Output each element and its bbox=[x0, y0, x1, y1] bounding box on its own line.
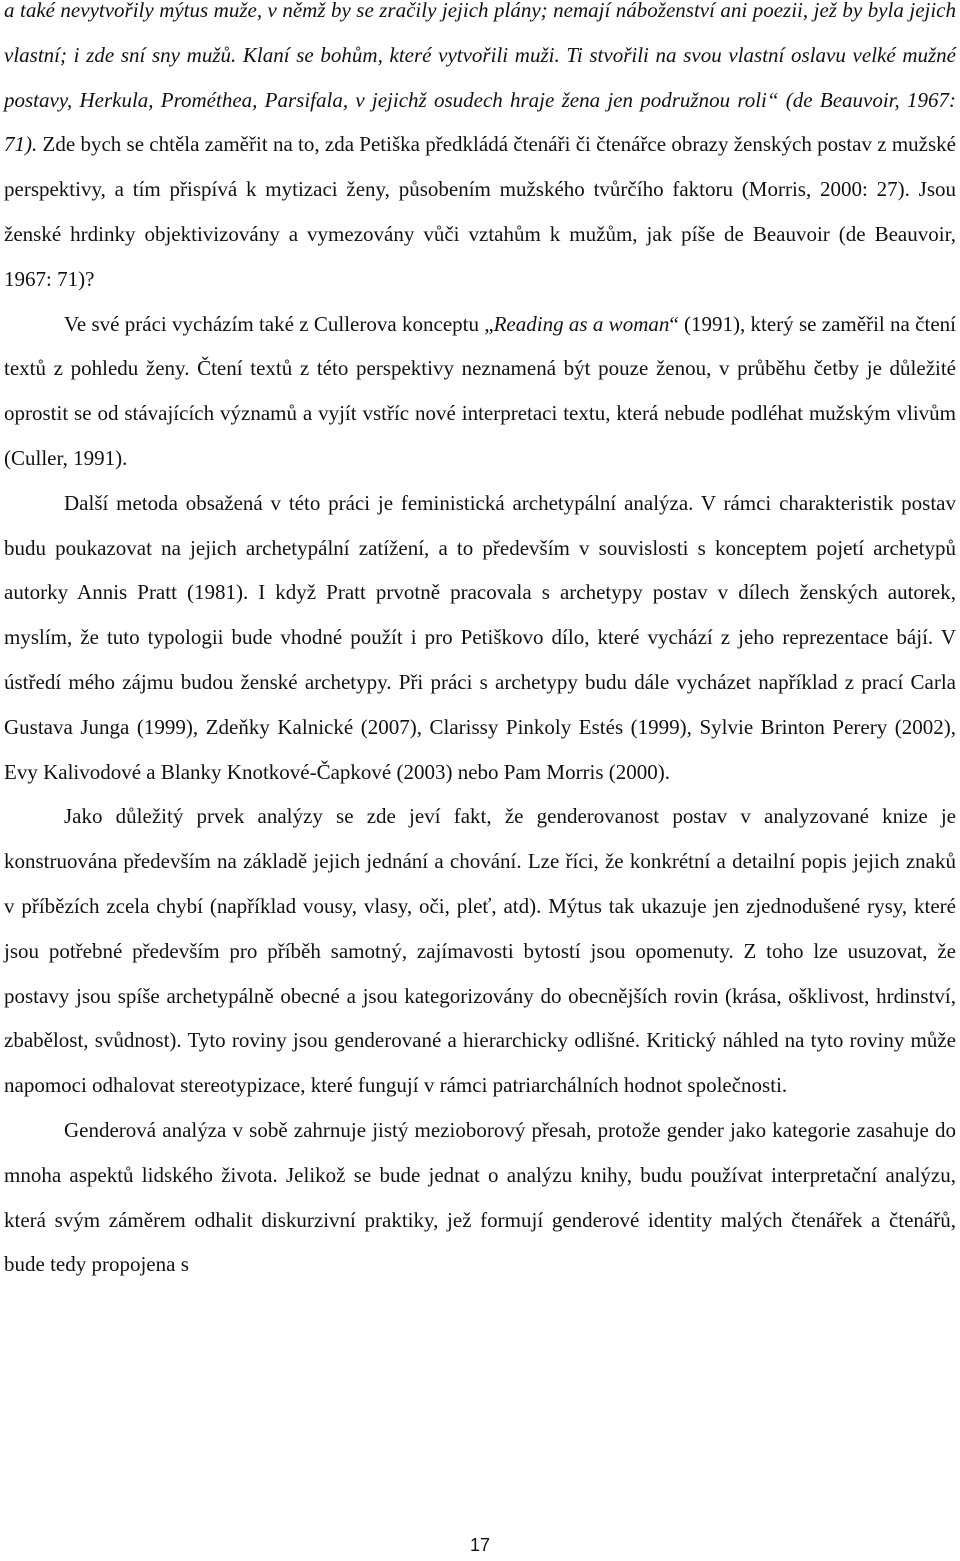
body-text: Další metoda obsažená v této práci je feministická archetypální analýza. V rámci charakteristik postav budu poukazovat na jejich archetypální zatížení, a to především v souvislosti s konceptem pojetí archetypů autorky Annis Pratt (1981). I když Pratt prvotně pracovala s archetypy postav v dílech ženských autorek, myslím, že tuto typologii bude vhodné použít i pro Petiškovo dílo, které vychází z jeho reprezentace bájí. V ústředí mého zájmu budou ženské archetypy. Při práci s archetypy budu dále vycházet například z prací Carla Gustava Junga (1999), Zdeňky Kalnické (2007), Clarissy Pinkoly Estés (1999), Sylvie Brinton Perery (2002), Evy Kalivodové a Blanky Knotkové-Čapkové (2003) nebo Pam Morris (2000). bbox=[4, 490, 956, 784]
body-text: Ve své práci vycházím také z Cullerova konceptu „ bbox=[64, 311, 494, 336]
paragraph-3 bbox=[4, 481, 956, 795]
quotation-text: a také nevytvořily mýtus muže, v němž by se zračily jejich plány; nemají náboženství ani poezii, jež by byla jejich vlastní; i zde sní sny mužů. Klaní se bohům, které vytvořili muži. Ti stvořili na svou vlastní oslavu velké mužné postavy, Herkula, Prométhea, Parsifala, v jejichž osudech hraje žena jen podružnou roli“ (de Beauvoir, 1967: 71). bbox=[4, 0, 956, 157]
body-text: Genderová analýza v sobě zahrnuje jistý mezioborový přesah, protože gender jako kategorie zasahuje do mnoha aspektů lidského života. Jelikož se bude jednat o analýzu knihy, budu používat interpretační analýzu, která svým záměrem odhalit diskurzivní praktiky, jež formují genderové identity malých čtenářek a čtenářů, bude tedy propojena s bbox=[4, 1117, 956, 1277]
body-text: Jako důležitý prvek analýzy se zde jeví fakt, že genderovanost postav v analyzované knize je konstruována především na základě jejich jednání a chování. Lze říci, že konkrétní a detailní popis jejich znaků v příbězích zcela chybí (například vousy, vlasy, oči, pleť, atd). Mýtus tak ukazuje jen zjednodušené rysy, které jsou potřebné především pro příběh samotný, zajímavosti bytostí jsou opomenuty. Z toho lze usuzovat, že postavy jsou spíše archetypálně obecné a jsou kategorizovány do obecnějších rovin (krása, ošklivost, hrdinství, zbabělost, svůdnost). Tyto roviny jsou genderované a hierarchicky odlišné. Kritický náhled na tyto roviny může napomoci odhalovat stereotypizace, které fungují v rámci patriarchálních hodnot společnosti. bbox=[4, 804, 956, 1098]
book-title: Reading as a woman bbox=[493, 311, 670, 336]
paragraph-2 bbox=[4, 302, 956, 481]
paragraph-5 bbox=[4, 1108, 956, 1287]
body-text: “ (1991), který se zaměřil na čtení textů z pohledu ženy. Čtení textů z této perspektivy neznamená být pouze ženou, v průběhu četby je důležité oprostit se od stávajících významů a vyjít vstříc nové interpretaci textu, která nebude podléhat mužským vlivům (Culler, 1991). bbox=[4, 311, 956, 470]
body-text: Zde bych se chtěla zaměřit na to, zda Petiška předkládá čtenáři či čtenářce obrazy ženských postav z mužské perspektivy, a tím přispívá k mytizaci ženy, působením mužského tvůrčího faktoru (Morris, 2000: 27). Jsou ženské hrdinky objektivizovány a vymezovány vůči vztahům k mužům, jak píše de Beauvoir (de Beauvoir, 1967: 71)? bbox=[4, 132, 956, 291]
paragraph-1 bbox=[4, 0, 956, 302]
document-page bbox=[4, 0, 956, 1287]
paragraph-4 bbox=[4, 794, 956, 1108]
page-number: 17 bbox=[469, 1535, 491, 1555]
